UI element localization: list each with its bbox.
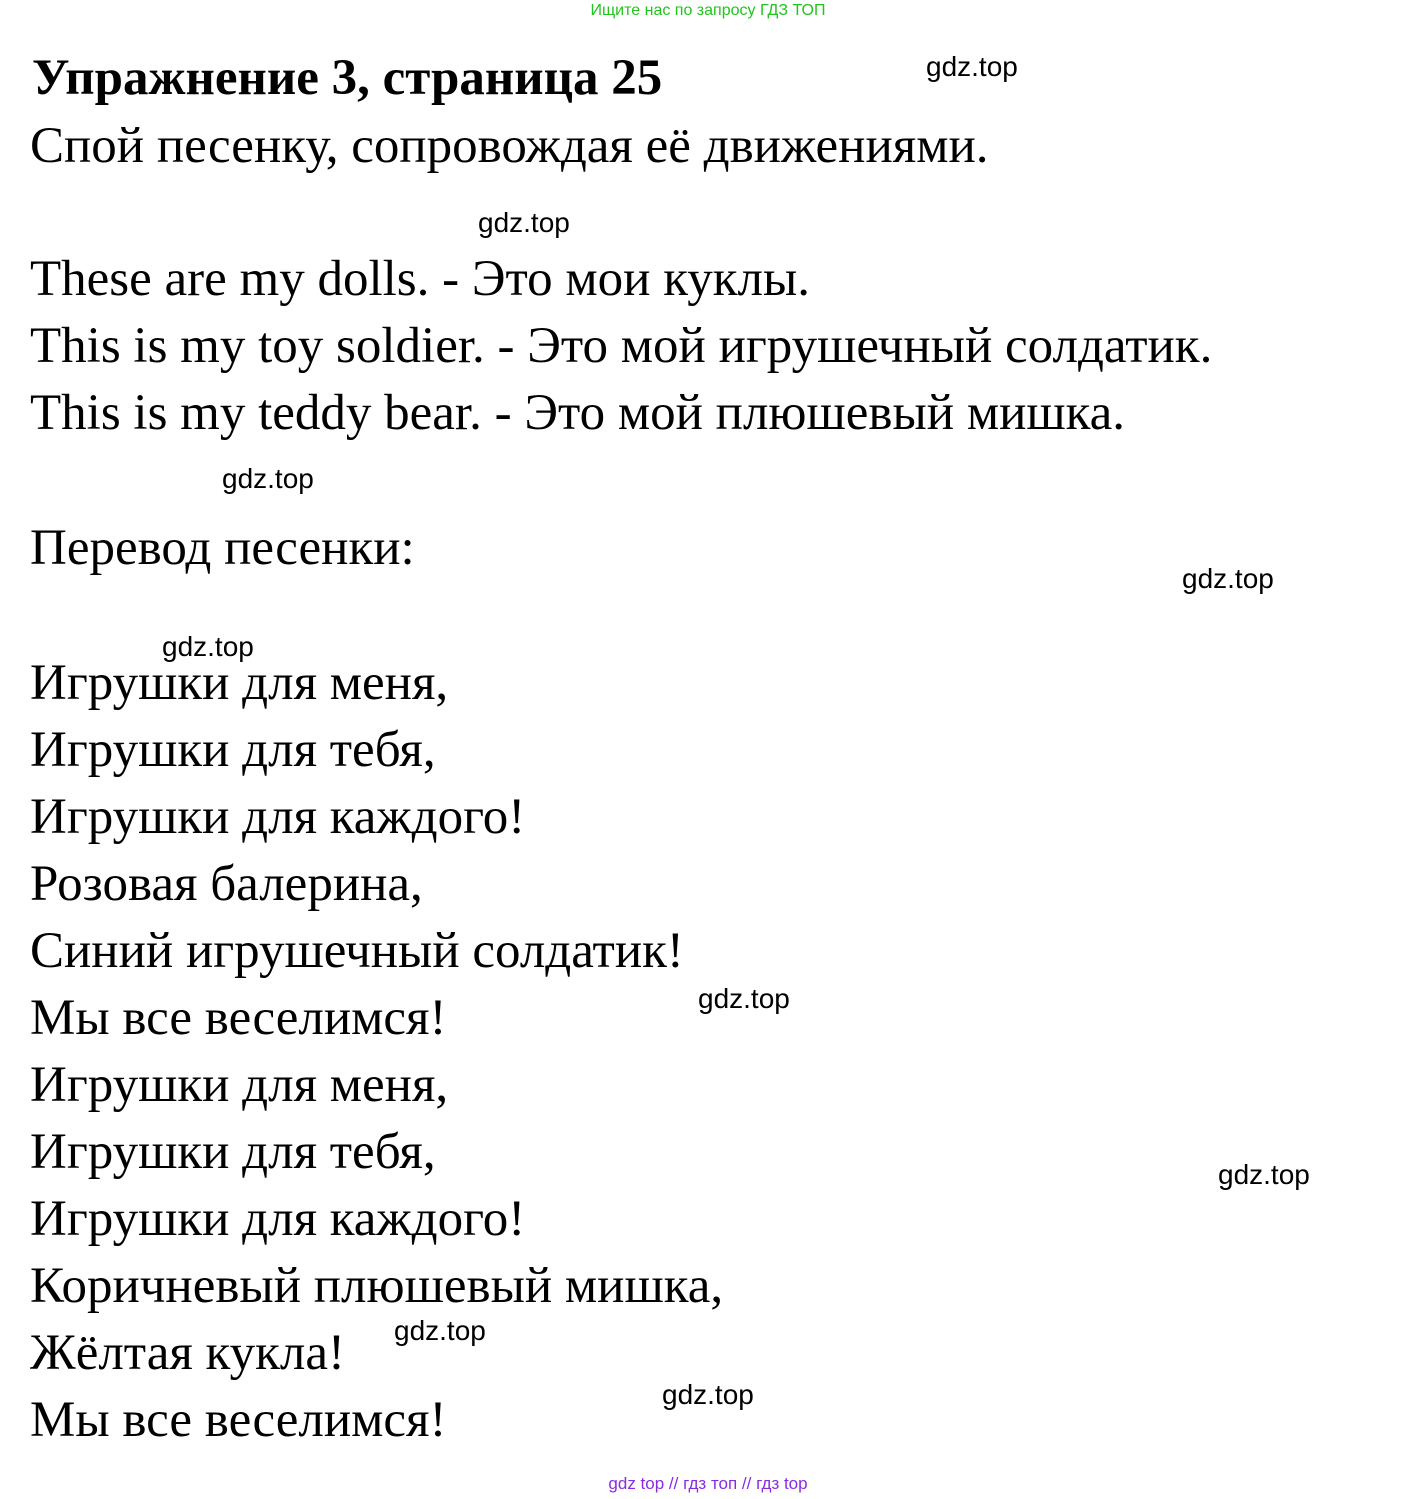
footer-links[interactable]: gdz top // гдз топ // гдз top [608, 1474, 808, 1493]
song-line: Игрушки для каждого! [30, 1191, 526, 1247]
watermark: gdz.top [662, 1379, 754, 1410]
instruction-text: Спой песенку, сопровождая её движениями. [30, 118, 989, 174]
song-line: Жёлтая кукла! [30, 1325, 345, 1381]
watermark: gdz.top [1218, 1159, 1310, 1190]
sentence-line: These are my dolls. - Это мои куклы. [30, 251, 811, 307]
watermark: gdz.top [1182, 563, 1274, 594]
song-line: Синий игрушечный солдатик! [30, 923, 684, 979]
song-line: Игрушки для каждого! [30, 789, 526, 845]
exercise-title: Упражнение 3, страница 25 [32, 50, 663, 106]
translation-heading: Перевод песенки: [30, 520, 415, 576]
watermark: gdz.top [698, 983, 790, 1014]
song-line: Игрушки для тебя, [30, 722, 436, 778]
top-banner: Ищите нас по запросу ГДЗ ТОП [590, 2, 826, 19]
watermark: gdz.top [478, 207, 570, 238]
watermark: gdz.top [222, 463, 314, 494]
watermark: gdz.top [926, 51, 1018, 82]
song-line: Мы все веселимся! [30, 990, 447, 1046]
song-line: Розовая балерина, [30, 856, 423, 912]
song-line: Игрушки для меня, [30, 655, 449, 711]
watermark: gdz.top [394, 1315, 486, 1346]
song-line: Мы все веселимся! [30, 1392, 447, 1448]
song-line: Игрушки для меня, [30, 1057, 449, 1113]
sentence-line: This is my toy soldier. - Это мой игрушечный солдатик. [30, 318, 1213, 374]
sentence-line: This is my teddy bear. - Это мой плюшевый мишка. [30, 385, 1126, 441]
watermark: gdz.top [162, 631, 254, 662]
song-line: Коричневый плюшевый мишка, [30, 1258, 724, 1314]
song-line: Игрушки для тебя, [30, 1124, 436, 1180]
